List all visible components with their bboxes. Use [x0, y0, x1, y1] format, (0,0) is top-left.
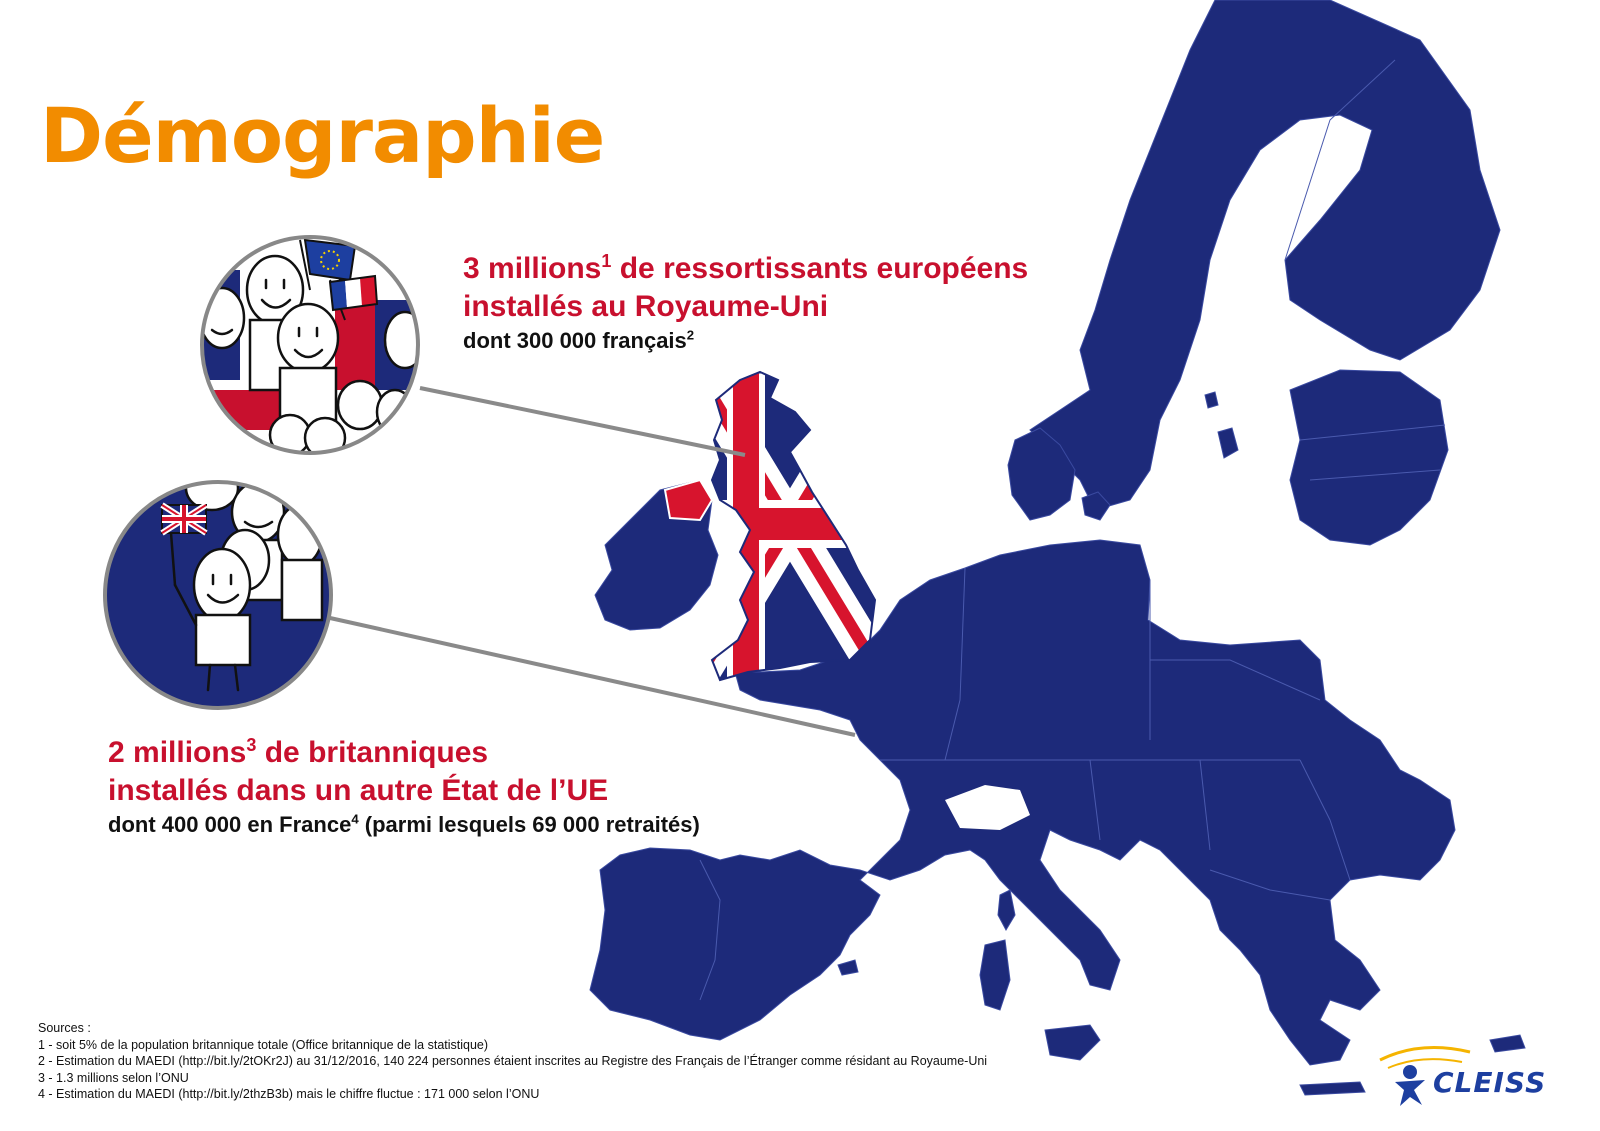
uk-residents-block: [108, 734, 700, 840]
uk-residents-subline: installés dans un autre État de l’UE: [108, 774, 609, 807]
page-title: Démographie: [40, 91, 605, 180]
continent-landmass: [590, 0, 1525, 1095]
source-item: 1 - soit 5% de la population britannique totale (Office britannique de la statistique): [38, 1037, 489, 1052]
uk-residents-detail: [108, 810, 700, 840]
source-item: 4 - Estimation du MAEDI (http://bit.ly/2thzB3b) mais le chiffre fluctue : 171 000 selon l’ONU: [38, 1087, 540, 1102]
source-item: 2 - Estimation du MAEDI (http://bit.ly/2tOKr2J) au 31/12/2016, 140 224 personnes étaient inscrites au Registre des Français de l’Étranger comme résidant au Royaume-Uni: [38, 1054, 988, 1069]
french-residents-count: dont 300 000 français: [463, 328, 687, 353]
eu-residents-headline-rest: de ressortissants européens: [611, 252, 1029, 285]
eu-residents-subline: installés au Royaume-Uni: [463, 290, 829, 323]
uk-residents-headline-rest: de britanniques: [256, 736, 489, 769]
footnote-ref-3: 3: [246, 735, 257, 755]
connector-eu-to-uk: [420, 388, 745, 455]
footnote-ref-2: 2: [686, 327, 695, 343]
eu-residents-headline: [463, 250, 1028, 288]
uk-flag-icon: [162, 505, 206, 533]
footnote-ref-4: 4: [351, 811, 359, 827]
uk-residents-headline: [108, 734, 700, 772]
footnote-ref-1: 1: [601, 251, 612, 271]
eu-residents-block: [463, 250, 1028, 356]
sources-notes: [38, 1020, 987, 1103]
uk-crowd-illustration: [100, 466, 340, 720]
sources-heading: Sources :: [38, 1021, 91, 1035]
cleiss-logo: CLEISS: [1433, 1066, 1547, 1099]
uk-in-france-count: dont 400 000 en France: [108, 812, 352, 837]
eu-residents-count: 3 millions: [463, 252, 602, 285]
source-item: 3 - 1.3 millions selon l’ONU: [38, 1070, 189, 1085]
eu-residents-detail: [463, 326, 1028, 356]
retirees-count: (parmi lesquels 69 000 retraités): [358, 812, 700, 837]
eu-crowd-illustration: [200, 235, 425, 458]
uk-residents-count: 2 millions: [108, 736, 247, 769]
